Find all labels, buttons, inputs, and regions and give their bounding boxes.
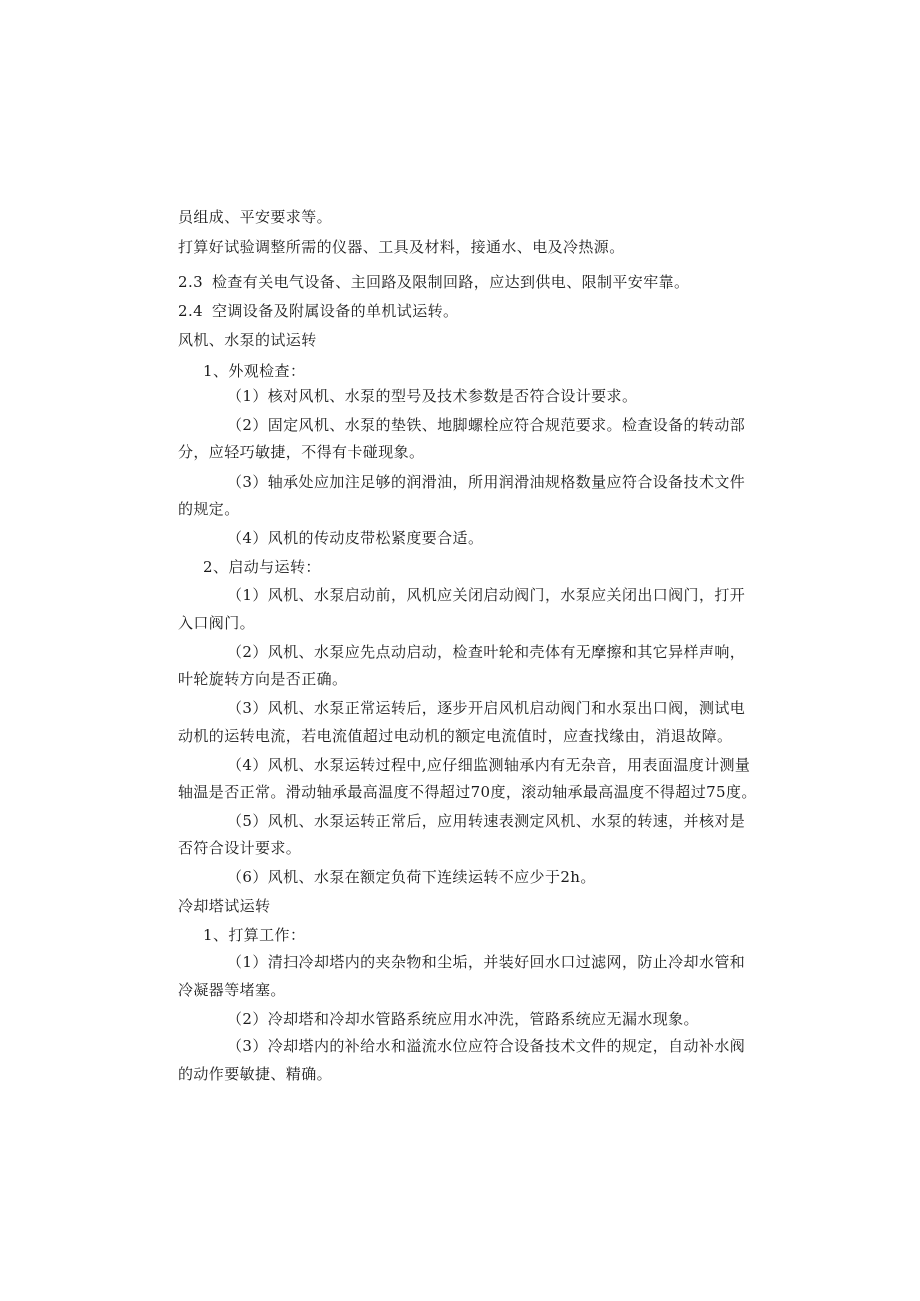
prep-item-1a: （1）清扫冷却塔内的夹杂物和尘垢，并装好回水口过滤网，防止冷却水管和 <box>227 953 746 971</box>
section-number: 2.4 <box>178 302 204 320</box>
section-text: 检查有关电气设备、主回路及限制回路，应达到供电、限制平安牢靠。 <box>212 273 690 291</box>
prep-item-2: （2）冷却塔和冷却水管路系统应用水冲洗，管路系统应无漏水现象。 <box>227 1010 699 1028</box>
section-2-4 <box>178 301 458 321</box>
startup-item-5a: （5）风机、水泵运转正常后，应用转速表测定风机、水泵的转速，并核对是 <box>227 812 746 830</box>
inspection-item-3b: 的规定。 <box>178 500 240 518</box>
inspection-title: 1、外观检查： <box>203 362 306 380</box>
inspection-item-1: （1）核对风机、水泵的型号及技术参数是否符合设计要求。 <box>227 387 638 405</box>
inspection-item-2a: （2）固定风机、水泵的垫铁、地脚螺栓应符合规范要求。检查设备的转动部 <box>227 416 746 434</box>
startup-item-6: （6）风机、水泵在额定负荷下连续运转不应少于2h。 <box>227 868 596 886</box>
inspection-item-3a: （3）轴承处应加注足够的润滑油，所用润滑油规格数量应符合设备技术文件 <box>227 473 746 491</box>
cooling-tower-heading: 冷却塔试运转 <box>178 897 271 915</box>
startup-item-3b: 动机的运转电流，若电流值超过电动机的额定电流值时，应查找缘由，消退故障。 <box>178 727 733 745</box>
startup-item-2b: 叶轮旋转方向是否正确。 <box>178 670 348 688</box>
section-text: 空调设备及附属设备的单机试运转。 <box>212 302 459 320</box>
startup-item-1a: （1）风机、水泵启动前，风机应关闭启动阀门，水泵应关闭出口阀门，打开 <box>227 586 746 604</box>
prep-item-3a: （3）冷却塔内的补给水和溢流水位应符合设备技术文件的规定，自动补水阀 <box>227 1037 746 1055</box>
startup-item-4a: （4）风机、水泵运转过程中,应仔细监测轴承内有无杂音，用表面温度计测量 <box>227 756 751 774</box>
startup-item-4b: 轴温是否正常。滑动轴承最高温度不得超过70度，滚动轴承最高温度不得超过75度。 <box>178 783 757 801</box>
inspection-item-2b: 分，应轻巧敏捷，不得有卡碰现象。 <box>178 443 425 461</box>
startup-item-2a: （2）风机、水泵应先点动启动，检查叶轮和壳体有无摩擦和其它异样声响， <box>227 643 746 661</box>
fan-pump-heading: 风机、水泵的试运转 <box>178 331 317 349</box>
startup-item-3a: （3）风机、水泵正常运转后，逐步开启风机启动阀门和水泵出口阀，测试电 <box>227 699 746 717</box>
intro-line-1: 员组成、平安要求等。 <box>178 208 333 226</box>
startup-item-5b: 否符合设计要求。 <box>178 839 302 857</box>
inspection-item-4: （4）风机的传动皮带松紧度要合适。 <box>227 529 484 547</box>
startup-item-1b: 入口阀门。 <box>178 614 256 632</box>
prep-item-3b: 的动作要敏捷、精确。 <box>178 1065 333 1083</box>
prep-title: 1、打算工作： <box>203 926 306 944</box>
startup-title: 2、启动与运转： <box>203 558 321 576</box>
prep-item-1b: 冷凝器等堵塞。 <box>178 981 286 999</box>
intro-line-2: 打算好试验调整所需的仪器、工具及材料，接通水、电及冷热源。 <box>178 238 625 256</box>
section-2-3 <box>178 272 689 292</box>
section-number: 2.3 <box>178 273 204 291</box>
